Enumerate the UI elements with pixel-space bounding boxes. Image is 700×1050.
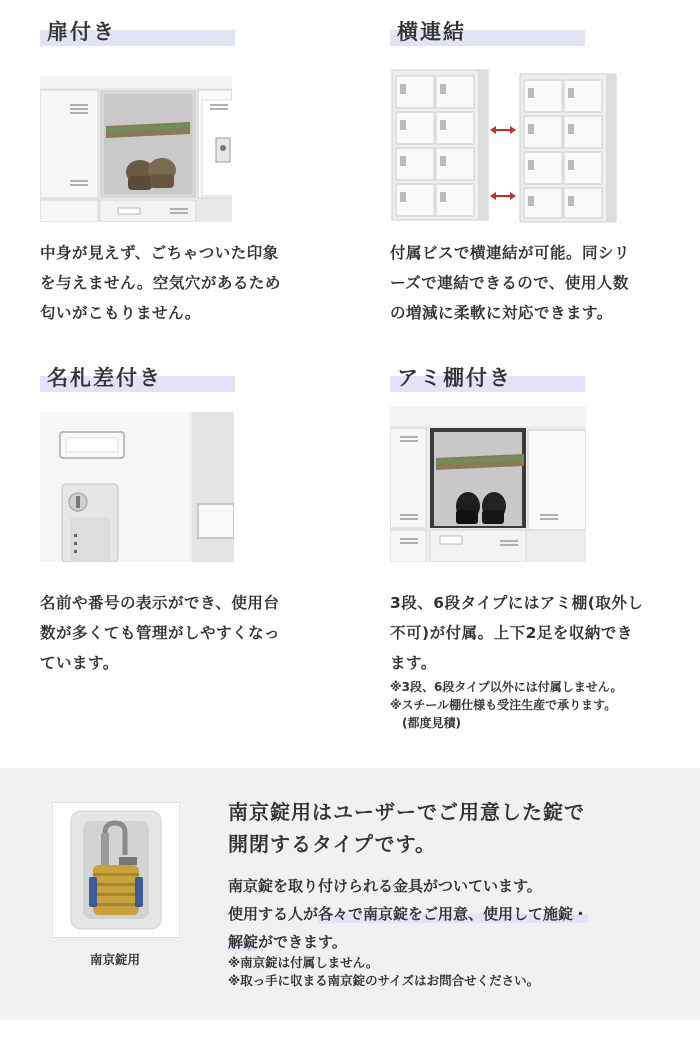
- desc-line: ています。: [40, 654, 119, 672]
- feature-nameplate: [40, 362, 340, 672]
- feature-title: 扉付き: [47, 20, 116, 44]
- padlock-hasp-icon: [53, 803, 179, 937]
- note-line: ※3段、6段タイプ以外には付属しません。: [390, 680, 623, 694]
- body-highlight: 各々で南京錠をご用意、使用して施錠・: [318, 905, 589, 923]
- feature-connect: [390, 16, 690, 322]
- rack-photo: [390, 406, 586, 562]
- body-line: [228, 928, 678, 956]
- body-highlight: 解錠: [228, 933, 259, 951]
- desc-line: 匂いがこもりません。: [40, 304, 201, 322]
- connect-photo: [390, 68, 620, 224]
- desc-line: 中身が見えず、ごちゃついた印象: [40, 244, 279, 262]
- body-line: [228, 900, 678, 928]
- body-line: 南京錠を取り付けられる金具がついています。: [228, 877, 542, 895]
- feature-description: [40, 238, 340, 328]
- note-line: (都度見積): [390, 716, 461, 730]
- desc-line: ます。: [390, 654, 437, 672]
- desc-line: 付属ビスで横連結が可能。同シリ: [390, 244, 631, 262]
- desc-line: の増減に柔軟に対応できます。: [390, 304, 613, 322]
- desc-line: 3段、6段タイプにはアミ棚(取外し: [390, 594, 644, 612]
- padlock-notes: [228, 954, 539, 990]
- feature-description: [40, 588, 340, 678]
- feature-title-block: [390, 16, 690, 50]
- desc-line: を与えません。空気穴があるため: [40, 274, 281, 292]
- desc-line: 不可)が付属。上下2足を収納でき: [390, 624, 633, 642]
- note-line: ※取っ手に収まる南京錠のサイズはお問合せください。: [228, 973, 540, 988]
- heading-line: 開閉するタイプです。: [228, 832, 436, 856]
- feature-title: 横連結: [397, 20, 466, 44]
- padlock-section: [0, 768, 700, 1020]
- feature-title-block: [390, 362, 690, 396]
- padlock-heading: [228, 796, 668, 860]
- desc-line: ーズで連結できるので、使用人数: [390, 274, 629, 292]
- two-lockers-connected-icon: [390, 68, 620, 224]
- feature-title-block: [40, 16, 340, 50]
- feature-description: [390, 238, 690, 328]
- note-line: ※南京錠は付属しません。: [228, 955, 379, 970]
- padlock-photo: [52, 802, 180, 938]
- feature-door: [40, 16, 340, 322]
- heading-line: 南京錠用はユーザーでご用意した錠で: [228, 800, 585, 824]
- feature-description: [390, 588, 690, 678]
- feature-rack: [390, 362, 690, 730]
- nameplate-photo: [40, 412, 234, 562]
- feature-title: アミ棚付き: [397, 366, 512, 390]
- padlock-body: [228, 872, 678, 956]
- locker-door-open-shoes-icon: [40, 76, 232, 222]
- feature-title-block: [40, 362, 340, 396]
- mesh-shelf-shoes-icon: [390, 406, 586, 562]
- body-text: ができます。: [258, 933, 347, 951]
- desc-line: 名前や番号の表示ができ、使用台: [40, 594, 280, 612]
- locker-door-photo: [40, 76, 232, 222]
- feature-notes: [390, 678, 623, 732]
- nameplate-holder-icon: [40, 412, 234, 562]
- body-text: 使用する人が: [228, 905, 319, 923]
- desc-line: 数が多くても管理がしやすくなっ: [40, 624, 281, 642]
- padlock-caption: 南京錠用: [89, 952, 140, 967]
- feature-title: 名札差付き: [47, 366, 162, 390]
- note-line: ※スチール棚仕様も受注生産で承ります。: [390, 698, 617, 712]
